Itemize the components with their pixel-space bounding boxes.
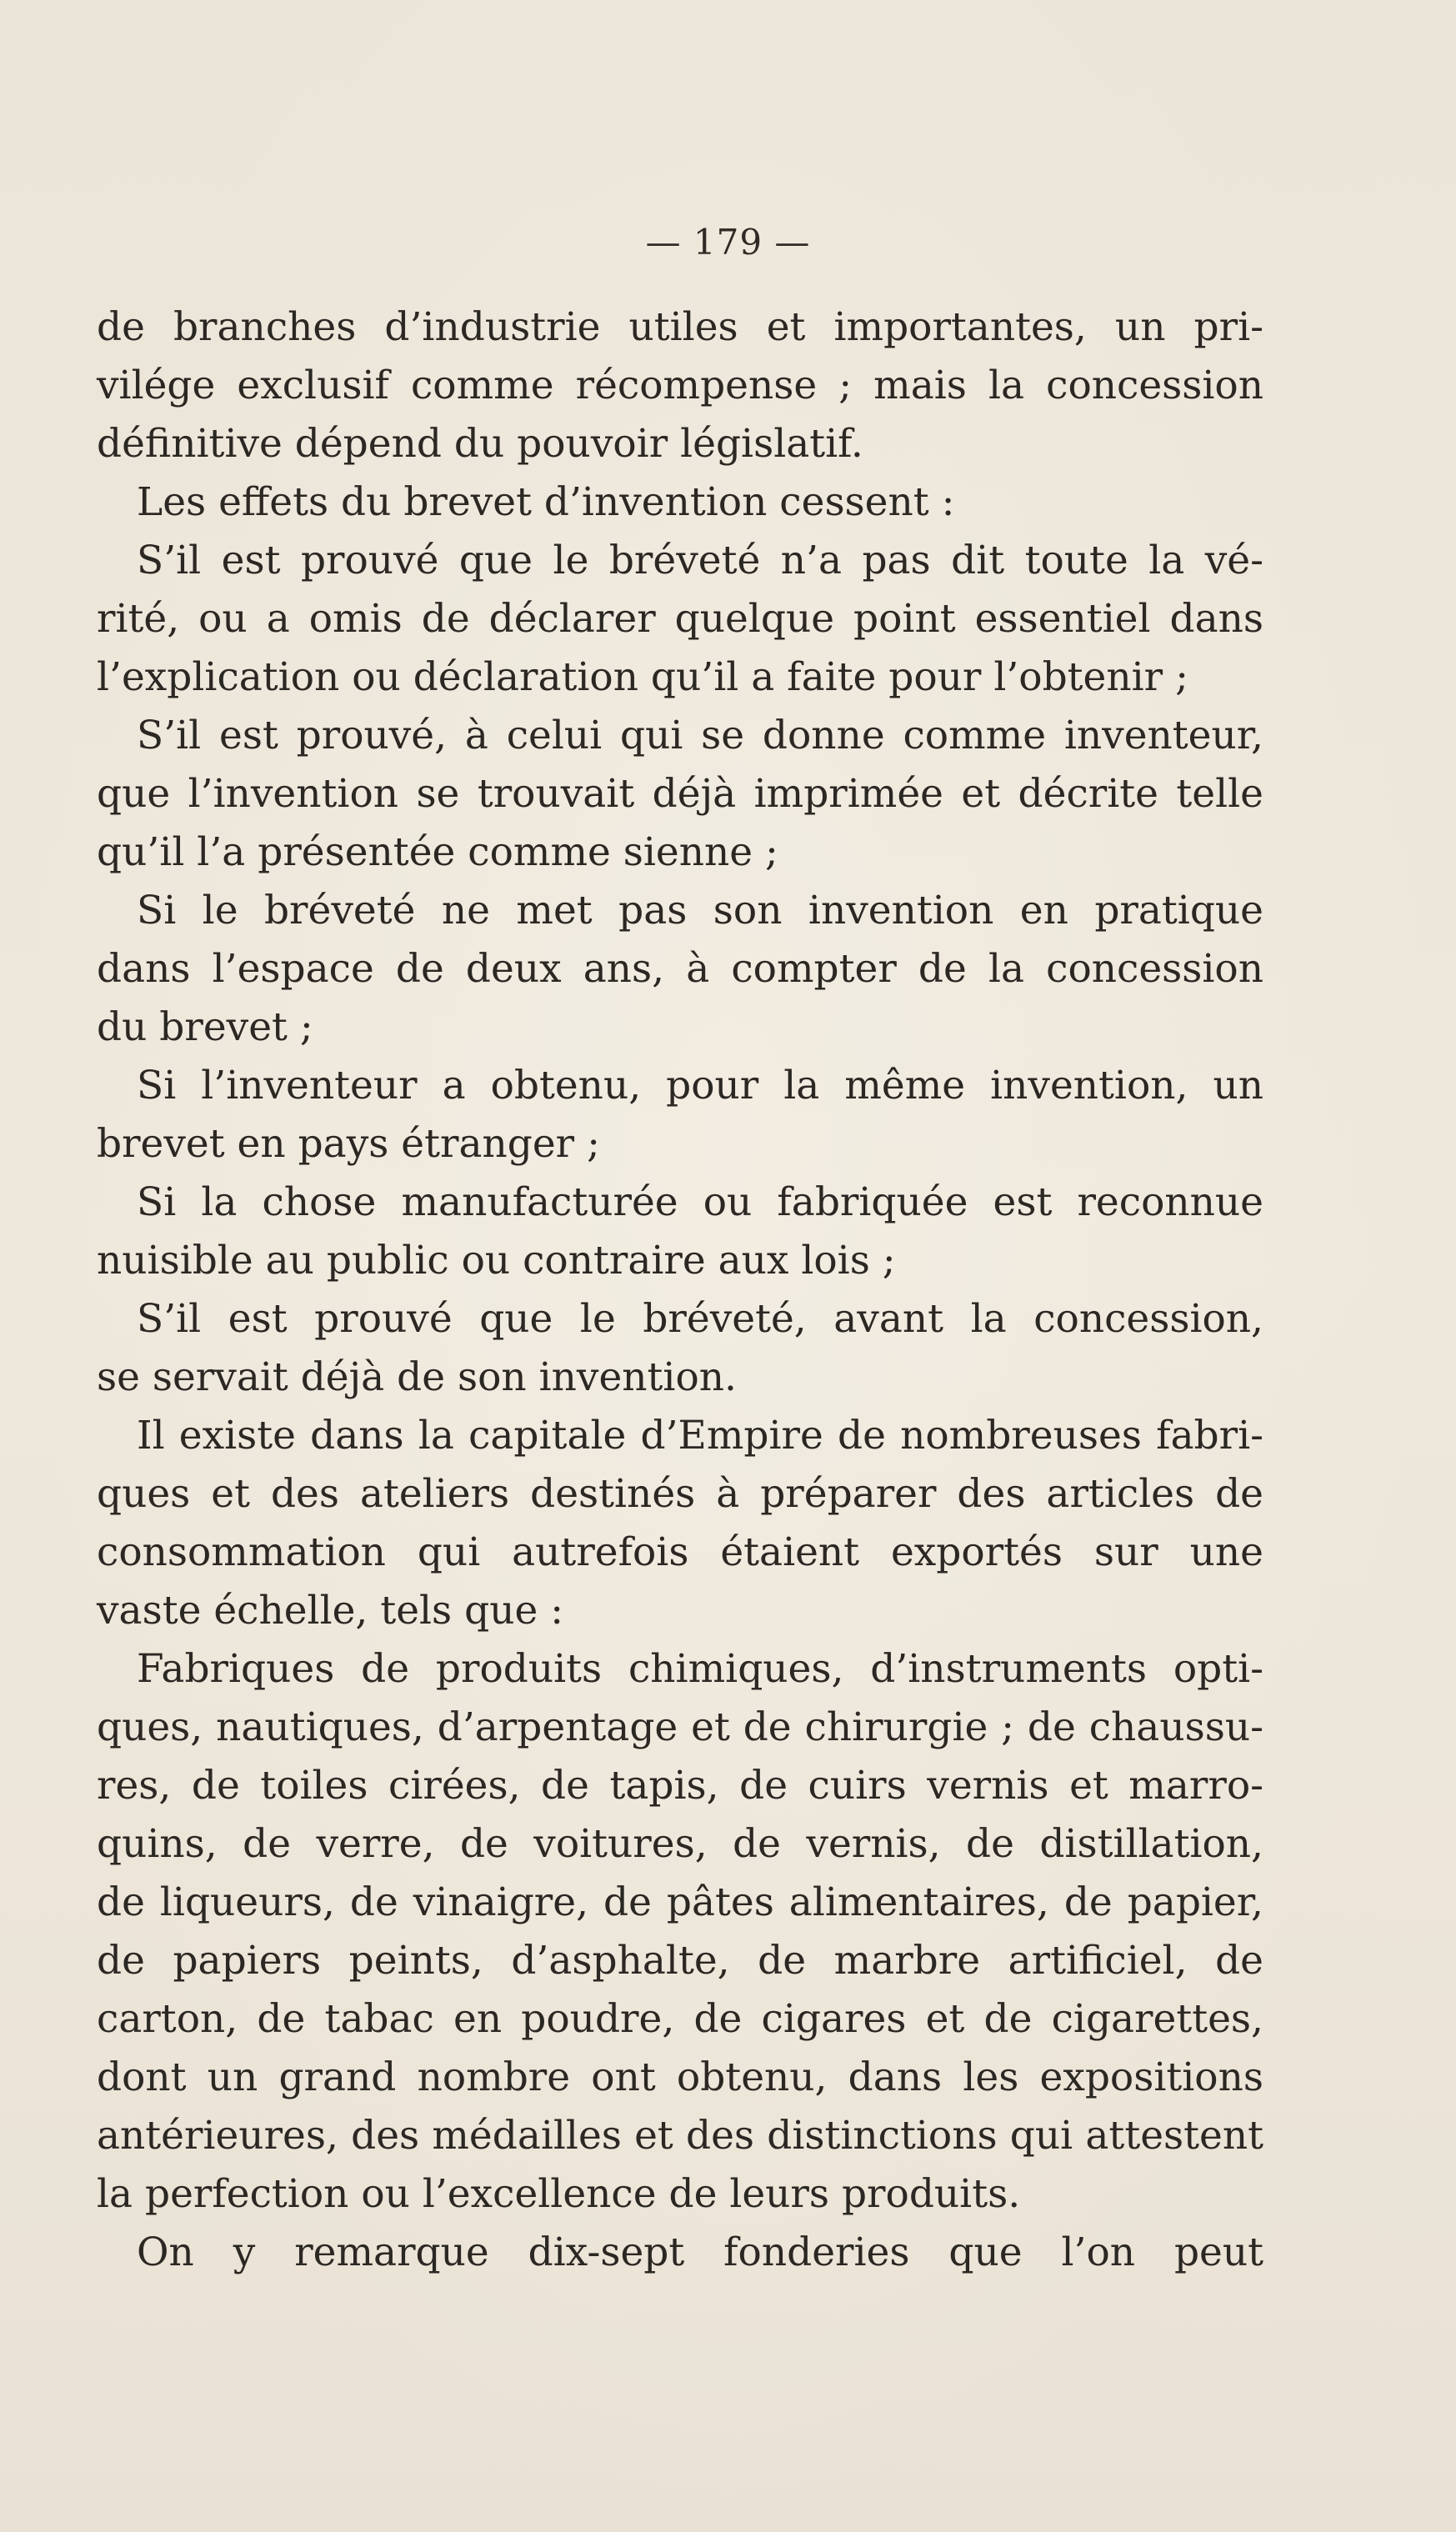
paragraph <box>97 2224 1263 2282</box>
text-line: de branches d’industrie utiles et importantes, un pri- <box>97 304 1263 350</box>
text-line: carton, de tabac en poudre, de cigares et de cigarettes, <box>97 1996 1263 2042</box>
text-line: dans l’espace de deux ans, à compter de la concession <box>97 946 1263 992</box>
text-line: du brevet ; <box>97 1004 313 1050</box>
text-line: vilége exclusif comme récompense ; mais la concession <box>97 363 1263 408</box>
text-line: consommation qui autrefois étaient exportés sur une <box>97 1529 1263 1575</box>
text-line: On y remarque dix-sept fonderies que l’on peut <box>137 2229 1263 2275</box>
paragraph <box>97 1290 1263 1407</box>
paragraph <box>97 298 1263 473</box>
text-line: S’il est prouvé que le bréveté, avant la concession, <box>137 1296 1263 1342</box>
paragraph <box>97 473 1263 532</box>
paragraph <box>97 1640 1263 2224</box>
page-number: — 179 — <box>645 222 811 263</box>
text-line: que l’invention se trouvait déjà imprimée et décrite telle <box>97 771 1263 817</box>
text-line: dont un grand nombre ont obtenu, dans les expositions <box>97 2054 1263 2100</box>
paragraph <box>97 707 1263 882</box>
paragraph <box>97 882 1263 1057</box>
text-line: Les effets du brevet d’invention cessent : <box>137 479 955 525</box>
text-line: quins, de verre, de voitures, de vernis, de distillation, <box>97 1821 1263 1867</box>
text-line: la perfection ou l’excellence de leurs produits. <box>97 2171 1021 2217</box>
text-line: nuisible au public ou contraire aux lois ; <box>97 1238 896 1284</box>
paragraph <box>97 1173 1263 1290</box>
paragraph <box>97 1057 1263 1173</box>
text-line: S’il est prouvé, à celui qui se donne comme inventeur, <box>137 713 1263 758</box>
text-line: vaste échelle, tels que : <box>97 1588 564 1634</box>
body-text <box>97 298 1263 2282</box>
text-line: S’il est prouvé que le bréveté n’a pas dit toute la vé- <box>137 538 1263 583</box>
text-line: Il existe dans la capitale d’Empire de nombreuses fabri- <box>137 1413 1263 1459</box>
text-line: rité, ou a omis de déclarer quelque point essentiel dans <box>97 596 1263 642</box>
text-line: brevet en pays étranger ; <box>97 1121 600 1167</box>
text-line: définitive dépend du pouvoir législatif. <box>97 421 863 467</box>
text-line: Si le bréveté ne met pas son invention en pratique <box>137 888 1263 933</box>
text-line: l’explication ou déclaration qu’il a faite pour l’obtenir ; <box>97 654 1188 700</box>
text-line: res, de toiles cirées, de tapis, de cuirs vernis et marro- <box>97 1763 1263 1809</box>
text-line: se servait déjà de son invention. <box>97 1354 737 1400</box>
text-line: de liqueurs, de vinaigre, de pâtes alimentaires, de papier, <box>97 1879 1263 1925</box>
text-line: Fabriques de produits chimiques, d’instruments opti- <box>137 1646 1263 1692</box>
paragraph <box>97 1407 1263 1640</box>
text-line: antérieures, des médailles et des distinctions qui attestent <box>97 2113 1263 2159</box>
text-line: ques et des ateliers destinés à préparer des articles de <box>97 1471 1263 1517</box>
paragraph <box>97 532 1263 707</box>
text-line: Si l’inventeur a obtenu, pour la même invention, un <box>137 1063 1263 1108</box>
text-line: ques, nautiques, d’arpentage et de chirurgie ; de chaussu- <box>97 1704 1263 1750</box>
text-line: qu’il l’a présentée comme sienne ; <box>97 829 778 875</box>
text-line: Si la chose manufacturée ou fabriquée est reconnue <box>137 1179 1263 1225</box>
text-line: de papiers peints, d’asphalte, de marbre artificiel, de <box>97 1938 1263 1984</box>
